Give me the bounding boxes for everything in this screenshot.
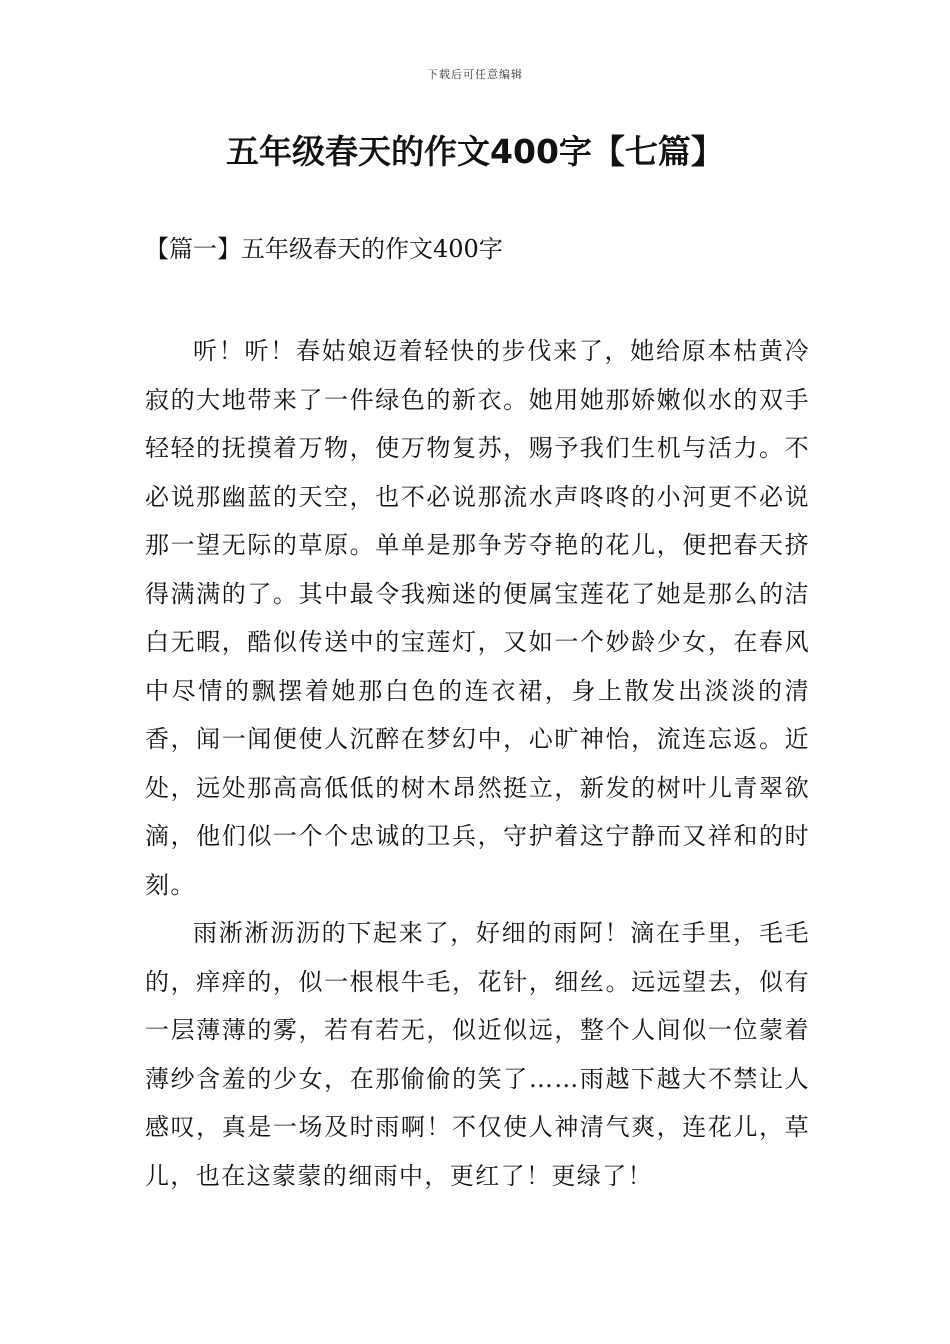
paragraph-1: 听！听！春姑娘迈着轻快的步伐来了，她给原本枯黄冷寂的大地带来了一件绿色的新衣。她用她那娇嫩似水的双手轻轻的抚摸着万物，使万物复苏，赐予我们生机与活力。不必说那幽蓝的天空，也不必说那流水声咚咚的小河更不必说那一望无际的草原。单单是那争芳夺艳的花儿，便把春天挤得满满的了。其中最令我痴迷的便属宝莲花了她是那么的洁白无暇，酷似传送中的宝莲灯，又如一个妙龄少女，在春风中尽情的飘摆着她那白色的连衣裙，身上散发出淡淡的清香，闻一闻便使人沉醉在梦幻中，心旷神怡，流连忘返。近处，远处那高高低低的树木昂然挺立，新发的树叶儿青翠欲滴，他们似一个个忠诚的卫兵，守护着这宁静而又祥和的时刻。 (145, 337, 810, 899)
document-title: 五年级春天的作文400字【七篇】 (226, 132, 724, 171)
body-text (145, 327, 810, 1200)
paragraph-2: 雨淅淅沥沥的下起来了，好细的雨阿！滴在手里，毛毛的，痒痒的，似一根根牛毛，花针，细丝。远远望去，似有一层薄薄的雾，若有若无，似近似远，整个人间似一位蒙着薄纱含羞的少女，在那偷偷的笑了……雨越下越大不禁让人感叹，真是一场及时雨啊！不仅使人神清气爽，连花儿，草儿，也在这蒙蒙的细雨中，更红了！更绿了！ (145, 919, 810, 1190)
section-heading: 【篇一】五年级春天的作文400字 (145, 235, 503, 263)
header-note: 下载后可任意编辑 (427, 68, 523, 81)
